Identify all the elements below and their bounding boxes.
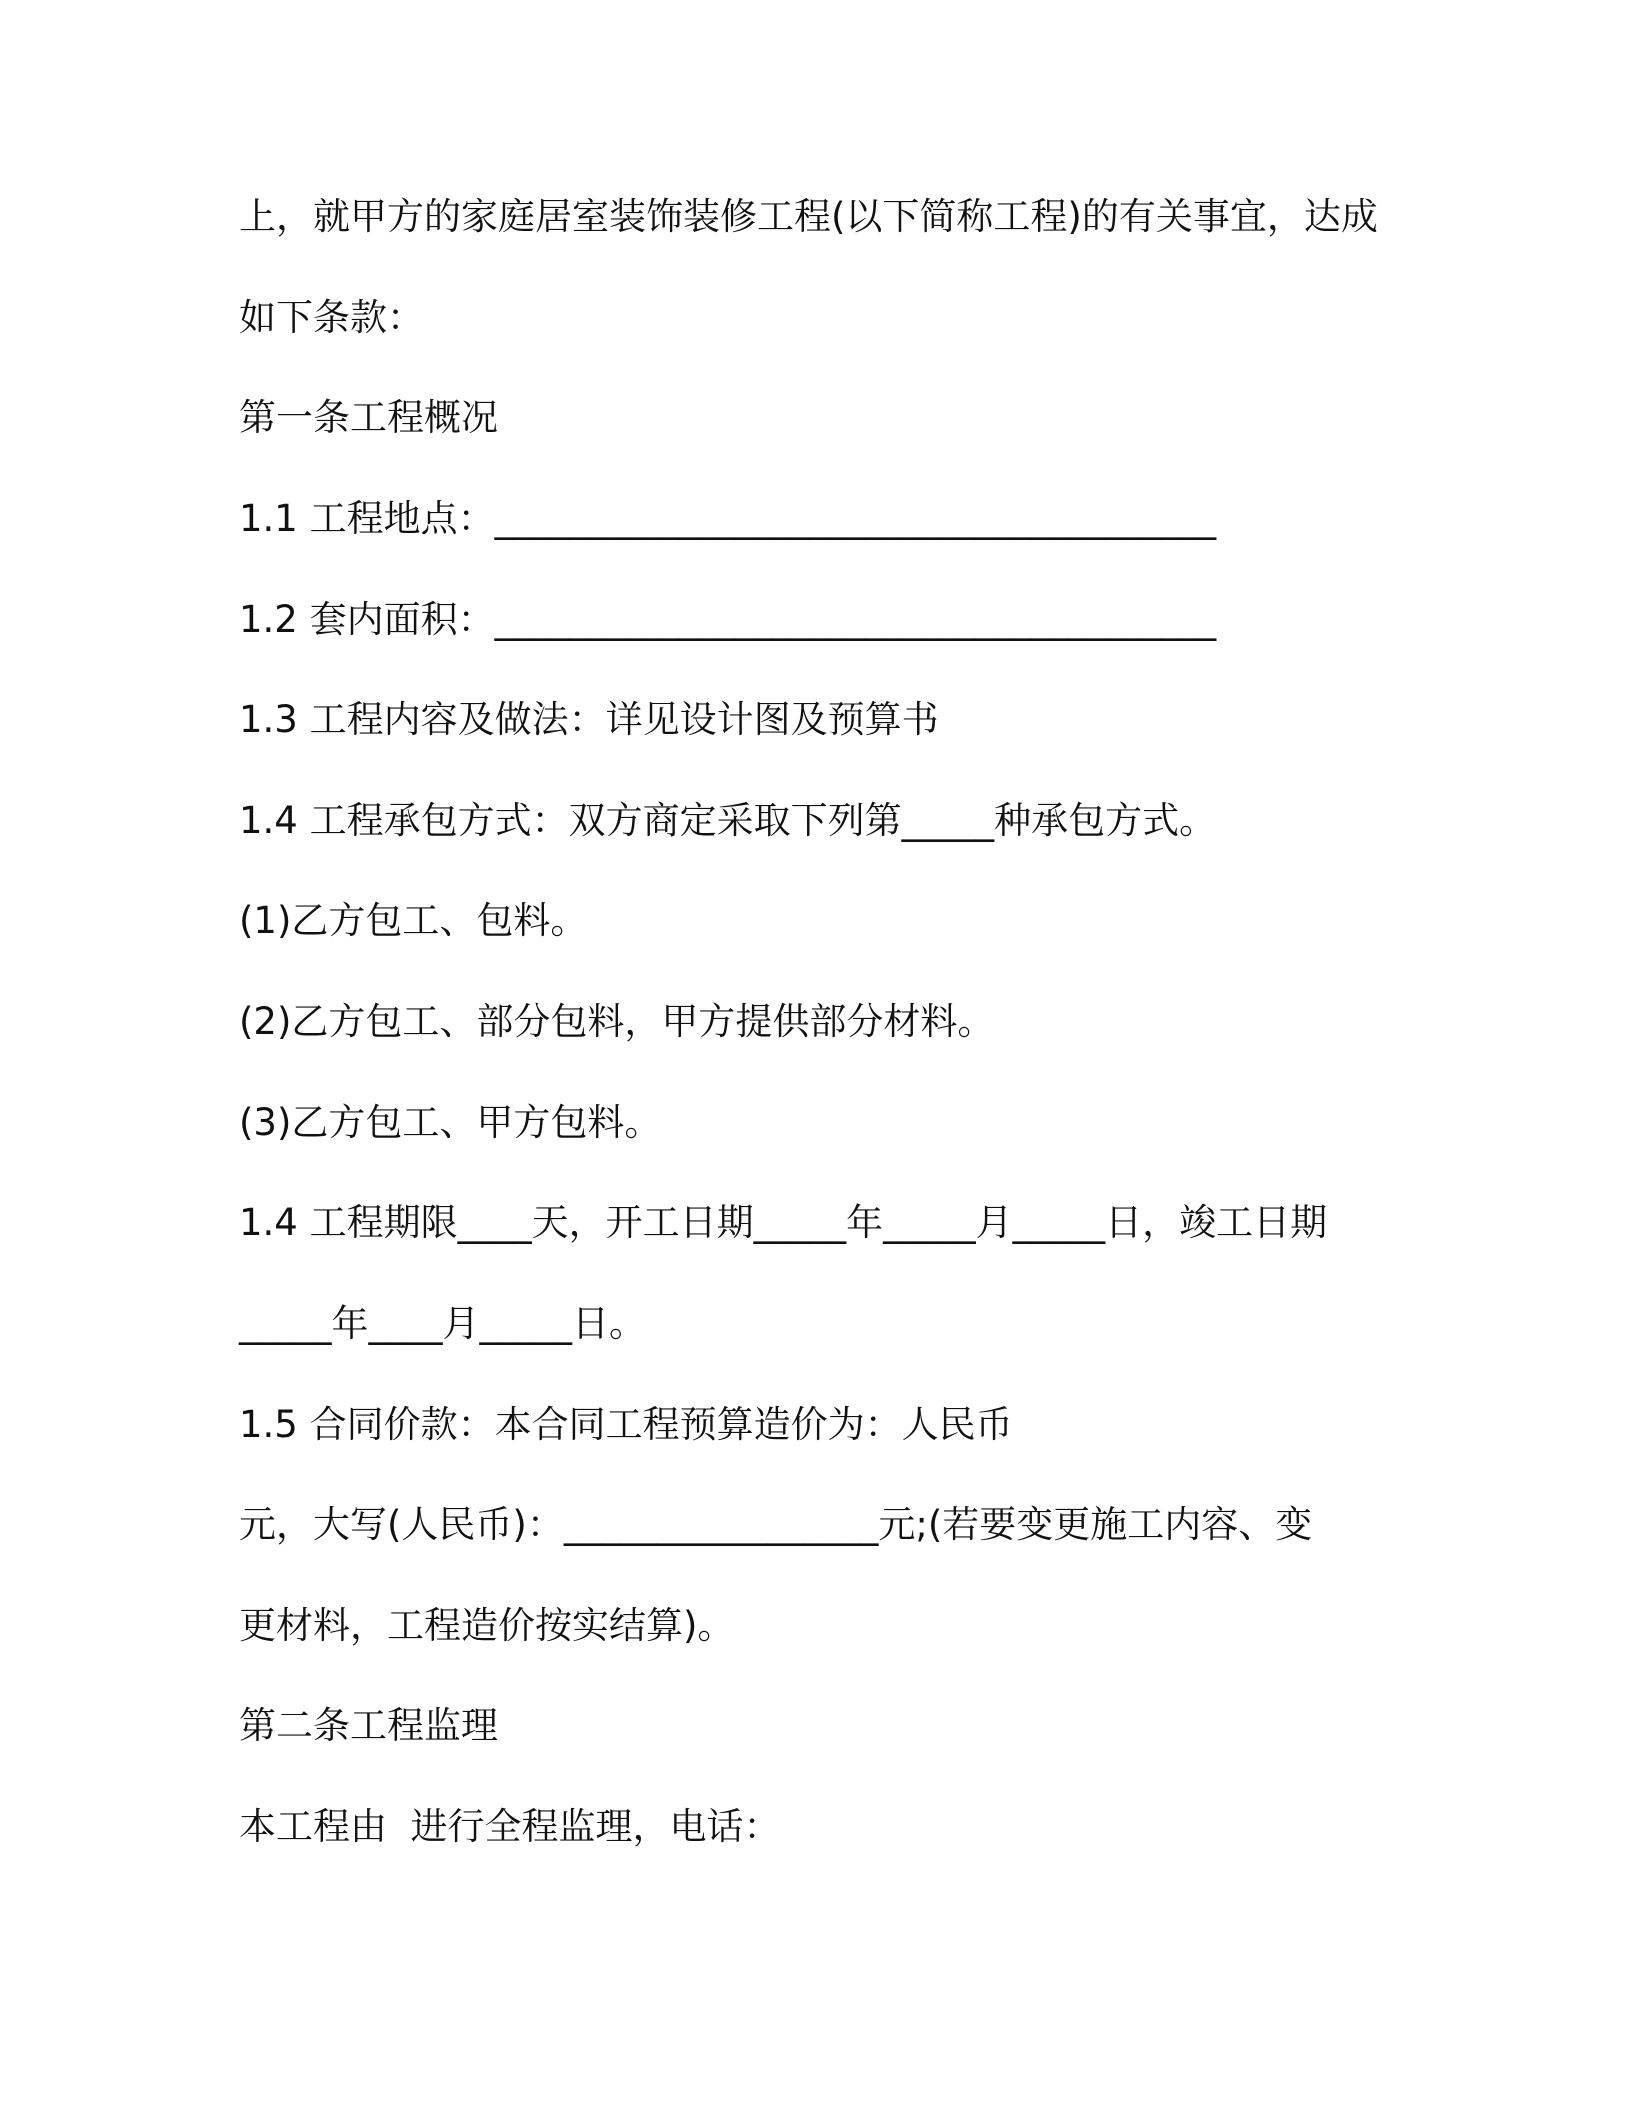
clause-1-4-contract-mode: 1.4 工程承包方式：双方商定采取下列第_____种承包方式。 [239, 799, 1217, 842]
clause-1-4-duration-cont: _____年____月_____日。 [239, 1302, 646, 1345]
clause-1-2-area: 1.2 套内面积：_______________________________________ [239, 598, 1217, 641]
clause-1-4-duration: 1.4 工程期限____天，开工日期_____年_____月_____日，竣工日期 [239, 1201, 1328, 1244]
clause-1-5-price: 1.5 合同价款：本合同工程预算造价为：人民币 [239, 1403, 1013, 1446]
supervision-text: 本工程由 进行全程监理，电话： [239, 1805, 781, 1848]
clause-1-3-content: 1.3 工程内容及做法：详见设计图及预算书 [239, 698, 939, 741]
text-line-terms-intro: 如下条款： [239, 296, 424, 339]
clause-1-1-location: 1.1 工程地点：_______________________________________ [239, 497, 1217, 540]
clause-1-5-price-end: 更材料，工程造价按实结算)。 [239, 1604, 735, 1647]
section-heading-2: 第二条工程监理 [239, 1704, 498, 1747]
option-2: (2)乙方包工、部分包料，甲方提供部分材料。 [239, 1000, 995, 1043]
option-3: (3)乙方包工、甲方包料。 [239, 1101, 662, 1144]
section-heading-1: 第一条工程概况 [239, 396, 498, 439]
option-1: (1)乙方包工、包料。 [239, 899, 588, 942]
clause-1-5-price-cont: 元，大写(人民币)：_________________元;(若要变更施工内容、变 [239, 1503, 1313, 1546]
text-line-preamble-end: 上，就甲方的家庭居室装饰装修工程(以下简称工程)的有关事宜，达成 [239, 195, 1378, 238]
